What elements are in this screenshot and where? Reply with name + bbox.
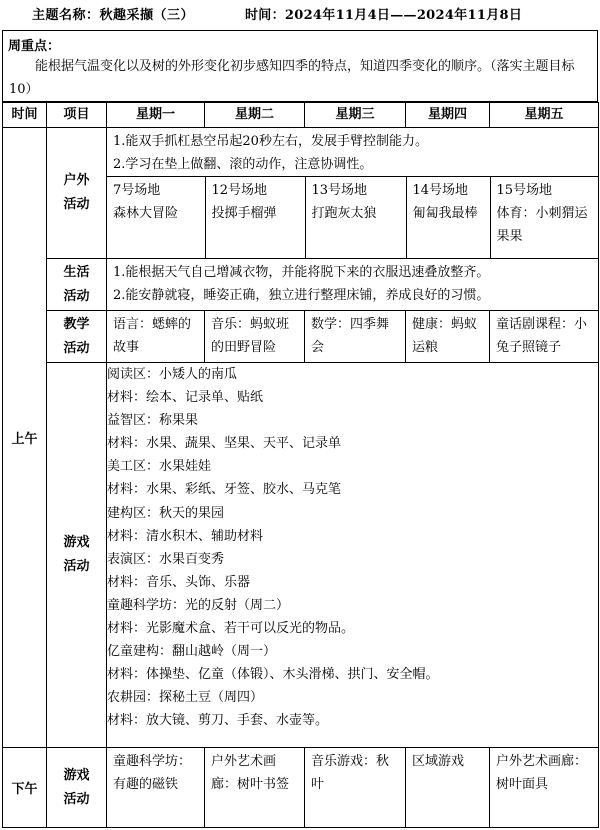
header-day-4: 星期四 bbox=[406, 103, 490, 128]
afternoon-games-label bbox=[47, 748, 107, 828]
afternoon-day-2: 户外艺术画廊：树叶书签 bbox=[205, 748, 305, 828]
teaching-row bbox=[3, 311, 599, 363]
outdoor-day-2-place: 12号场地 bbox=[211, 183, 268, 198]
games-line: 益智区：称果果 bbox=[107, 413, 199, 429]
outdoor-label bbox=[47, 128, 107, 259]
games-label bbox=[47, 363, 107, 748]
afternoon-row bbox=[3, 748, 599, 828]
page-header bbox=[0, 4, 600, 26]
games-row bbox=[3, 363, 599, 748]
games-line: 阅读区：小矮人的南瓜 bbox=[107, 367, 238, 382]
outdoor-label-2: 活动 bbox=[63, 197, 90, 212]
teaching-day-1: 语言：蟋蟀的故事 bbox=[107, 311, 205, 363]
outdoor-day-2 bbox=[205, 177, 305, 258]
teaching-day-5: 童话剧课程：小兔子照镜子 bbox=[490, 311, 599, 363]
outdoor-day-1 bbox=[107, 177, 205, 258]
games-line: 表演区：水果百变秀 bbox=[107, 551, 225, 567]
life-goal-2: 2.能安静就寝，睡姿正确，独立进行整理床铺，养成良好的习惯。 bbox=[113, 288, 490, 303]
life-row bbox=[3, 259, 599, 311]
games-line: 材料：体操垫、亿童（体锻）、木头滑梯、拱门、安全帽。 bbox=[107, 667, 439, 683]
outdoor-day-5-name: 体育：小刺猬运果果 bbox=[496, 206, 588, 244]
outdoor-day-1-place: 7号场地 bbox=[113, 183, 161, 198]
life-content bbox=[107, 259, 599, 311]
theme-title: 主题名称：秋趣采撷（三） bbox=[32, 8, 195, 23]
afternoon-day-5: 户外艺术画廊：树叶面具 bbox=[490, 748, 599, 828]
games-line: 建构区：秋天的果园 bbox=[107, 505, 225, 521]
outdoor-day-5-place: 15号场地 bbox=[496, 183, 553, 198]
outdoor-day-4-name: 匍匐我最棒 bbox=[412, 206, 478, 221]
games-label-1: 游戏 bbox=[63, 535, 90, 550]
games-line: 材料：放大镜、剪刀、手套、水壶等。 bbox=[107, 713, 329, 729]
teaching-day-4: 健康：蚂蚁运粮 bbox=[406, 311, 490, 363]
afternoon-day-1: 童趣科学坊：有趣的磁铁 bbox=[107, 748, 205, 828]
games-line: 材料：音乐、头饰、乐器 bbox=[107, 574, 251, 590]
teaching-label-1: 教学 bbox=[63, 316, 90, 332]
games-line: 材料：水果、蔬果、坚果、天平、记录单 bbox=[107, 436, 342, 452]
header-day-3: 星期三 bbox=[305, 103, 406, 128]
header-item: 项目 bbox=[47, 103, 107, 128]
life-label-2: 活动 bbox=[63, 288, 90, 304]
games-line: 美工区：水果娃娃 bbox=[107, 459, 212, 475]
focus-label: 周重点： bbox=[8, 39, 61, 54]
outdoor-goal-1: 1.能双手抓杠悬空吊起20秒左右，发展手臂控制能力。 bbox=[113, 134, 428, 149]
teaching-day-3: 数学：四季舞会 bbox=[305, 311, 406, 363]
games-line: 材料：清水积木、辅助材料 bbox=[107, 528, 264, 544]
games-content bbox=[107, 363, 599, 748]
afternoon-day-3: 音乐游戏：秋叶 bbox=[305, 748, 406, 828]
life-goal-1: 1.能根据天气自己增减衣物，并能将脱下来的衣服迅速叠放整齐。 bbox=[113, 265, 490, 280]
header-day-5: 星期五 bbox=[490, 103, 599, 128]
games-line: 亿童建构：翻山越岭（周一） bbox=[107, 644, 277, 660]
outdoor-day-4 bbox=[406, 177, 490, 258]
games-line: 材料：光影魔术盒、若干可以反光的物品。 bbox=[107, 621, 355, 637]
weekly-focus bbox=[2, 30, 598, 102]
outdoor-day-3-name: 打跑灰太狼 bbox=[311, 206, 377, 221]
afternoon-label: 下午 bbox=[3, 748, 47, 828]
afternoon-games-label-2: 活动 bbox=[63, 791, 90, 807]
games-line: 材料：绘本、记录单、贴纸 bbox=[107, 390, 264, 406]
table-header-row bbox=[3, 103, 599, 128]
schedule-table bbox=[2, 102, 599, 828]
games-line: 材料：水果、彩纸、牙签、胶水、马克笔 bbox=[107, 482, 342, 498]
afternoon-day-4: 区域游戏 bbox=[406, 748, 490, 828]
outdoor-content bbox=[107, 128, 599, 259]
life-label-1: 生活 bbox=[63, 264, 90, 280]
teaching-day-2: 音乐：蚂蚁班的田野冒险 bbox=[205, 311, 305, 363]
focus-text: 能根据气温变化以及树的外形变化初步感知四季的特点，知道四季变化的顺序。（落实主题目标10） bbox=[9, 59, 575, 97]
games-line: 童趣科学坊：光的反射（周二） bbox=[107, 597, 290, 613]
outdoor-row bbox=[3, 128, 599, 259]
date-range: 时间：2024年11月4日——2024年11月8日 bbox=[245, 8, 523, 23]
outdoor-label-1: 户外 bbox=[63, 173, 90, 188]
outdoor-days bbox=[107, 176, 599, 258]
outdoor-day-4-place: 14号场地 bbox=[412, 183, 469, 198]
games-line: 农耕园：探秘土豆（周四） bbox=[107, 690, 264, 706]
life-label bbox=[47, 259, 107, 311]
header-time: 时间 bbox=[3, 103, 47, 128]
outdoor-day-2-name: 投掷手榴弹 bbox=[211, 206, 277, 221]
games-label-2: 活动 bbox=[63, 559, 90, 574]
afternoon-games-label-1: 游戏 bbox=[63, 767, 90, 783]
header-day-1: 星期一 bbox=[107, 103, 205, 128]
outdoor-goal-2: 2.学习在垫上做翻、滚的动作，注意协调性。 bbox=[113, 157, 373, 172]
outdoor-day-5 bbox=[490, 177, 599, 258]
outdoor-day-3 bbox=[305, 177, 406, 258]
teaching-label bbox=[47, 311, 107, 363]
header-day-2: 星期二 bbox=[205, 103, 305, 128]
morning-label: 上午 bbox=[3, 128, 47, 748]
outdoor-day-1-name: 森林大冒险 bbox=[113, 206, 179, 221]
outdoor-day-3-place: 13号场地 bbox=[311, 183, 368, 198]
teaching-label-2: 活动 bbox=[63, 340, 90, 356]
